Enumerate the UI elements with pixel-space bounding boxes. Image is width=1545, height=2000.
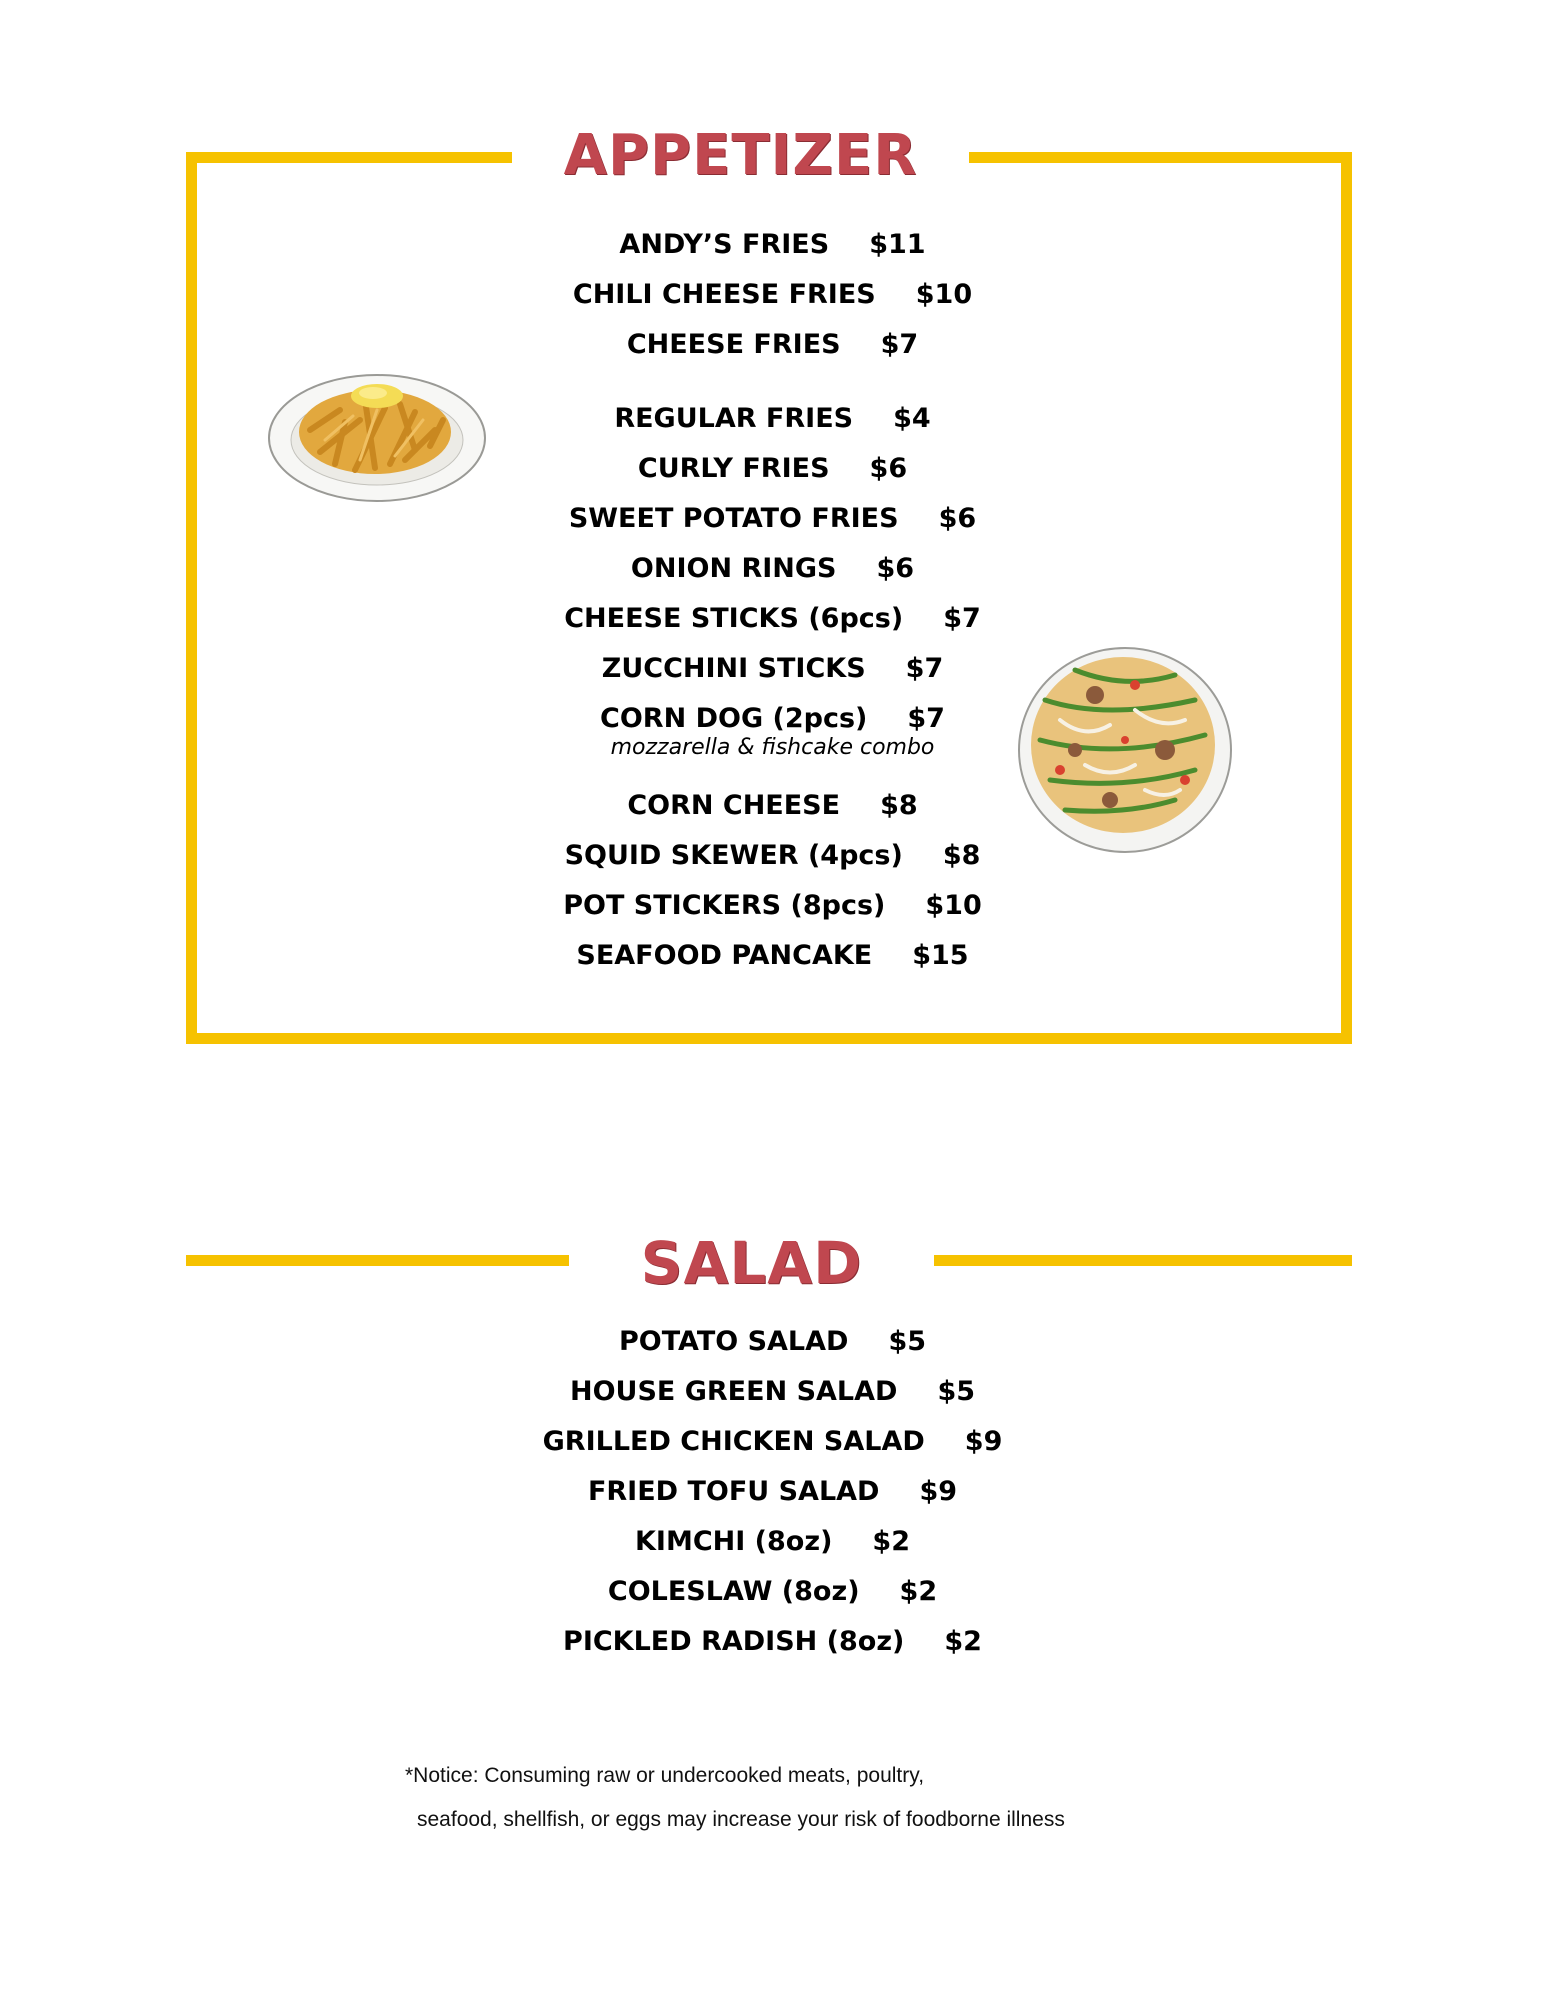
salad-heading: SALAD bbox=[640, 1229, 863, 1297]
menu-item-name: CURLY FRIES bbox=[637, 453, 830, 484]
menu-item-price: $2 bbox=[944, 1626, 982, 1657]
menu-item-price: $11 bbox=[869, 229, 926, 260]
menu-item-name: POT STICKERS (8pcs) bbox=[563, 890, 886, 921]
seafood-pancake-illustration bbox=[1015, 640, 1235, 855]
menu-item-name: HOUSE GREEN SALAD bbox=[569, 1376, 898, 1407]
menu-item-price: $6 bbox=[938, 503, 977, 534]
list-spacer bbox=[0, 370, 1545, 394]
menu-item-price: $2 bbox=[899, 1576, 938, 1607]
appetizer-heading: APPETIZER bbox=[563, 123, 918, 188]
menu-item bbox=[0, 270, 1545, 320]
menu-item bbox=[0, 1417, 1545, 1467]
menu-item-price: $5 bbox=[937, 1376, 976, 1407]
menu-item-price: $7 bbox=[907, 703, 945, 734]
appetizer-list bbox=[0, 220, 1545, 981]
menu-item-name: KIMCHI (8oz) bbox=[634, 1526, 833, 1557]
menu-item-name: ANDY’S FRIES bbox=[619, 229, 830, 260]
menu-item-price: $10 bbox=[925, 890, 982, 921]
menu-item-name: FRIED TOFU SALAD bbox=[587, 1476, 880, 1507]
menu-item bbox=[0, 220, 1545, 270]
menu-item-price: $2 bbox=[872, 1526, 910, 1557]
menu-item-name: CHILI CHEESE FRIES bbox=[572, 279, 876, 310]
menu-item bbox=[0, 701, 1545, 737]
menu-item-name: SWEET POTATO FRIES bbox=[568, 503, 899, 534]
menu-item-price: $7 bbox=[905, 653, 944, 684]
menu-item-name: CORN DOG (2pcs) bbox=[600, 703, 868, 734]
menu-item-name: SEAFOOD PANCAKE bbox=[576, 940, 873, 971]
salad-rule-right bbox=[934, 1255, 1352, 1266]
menu-item-price: $6 bbox=[876, 553, 915, 584]
menu-item-price: $8 bbox=[942, 840, 981, 871]
menu-item-price: $7 bbox=[943, 603, 981, 634]
menu-item bbox=[0, 781, 1545, 831]
menu-item-note: mozzarella & fishcake combo bbox=[610, 735, 935, 760]
menu-item-price: $8 bbox=[880, 790, 918, 821]
menu-item bbox=[0, 594, 1545, 644]
menu-item-name: SQUID SKEWER (4pcs) bbox=[564, 840, 903, 871]
menu-item bbox=[0, 1567, 1545, 1617]
menu-item-price: $9 bbox=[919, 1476, 958, 1507]
menu-item-name: GRILLED CHICKEN SALAD bbox=[542, 1426, 925, 1457]
menu-item bbox=[0, 1517, 1545, 1567]
menu-item bbox=[0, 320, 1545, 370]
menu-item-price: $7 bbox=[880, 329, 919, 360]
menu-item-name: PICKLED RADISH (8oz) bbox=[563, 1626, 905, 1657]
menu-item-price: $6 bbox=[869, 453, 908, 484]
menu-item bbox=[0, 544, 1545, 594]
menu-item-price: $10 bbox=[915, 279, 973, 310]
menu-item-name: CORN CHEESE bbox=[627, 790, 841, 821]
menu-item-name: ONION RINGS bbox=[630, 553, 837, 584]
appetizer-frame-top-right bbox=[969, 152, 1352, 163]
appetizer-frame-top-left bbox=[186, 152, 512, 163]
menu-item-price: $15 bbox=[912, 940, 969, 971]
menu-item bbox=[0, 1617, 1545, 1667]
menu-item bbox=[0, 644, 1545, 694]
menu-item-name: CHEESE STICKS (6pcs) bbox=[564, 603, 904, 634]
menu-item bbox=[0, 494, 1545, 544]
menu-item bbox=[0, 881, 1545, 931]
notice-line-1: *Notice: Consuming raw or undercooked meats, poultry, bbox=[405, 1764, 925, 1787]
appetizer-frame-bottom bbox=[186, 1033, 1352, 1044]
menu-item-price: $9 bbox=[964, 1426, 1003, 1457]
menu-item-name: COLESLAW (8oz) bbox=[607, 1576, 860, 1607]
menu-item bbox=[0, 394, 1545, 444]
menu-item-price: $5 bbox=[888, 1326, 927, 1357]
menu-item-name: POTATO SALAD bbox=[618, 1326, 849, 1357]
menu-item bbox=[0, 931, 1545, 981]
menu-item-price: $4 bbox=[893, 403, 931, 434]
menu-item bbox=[0, 1317, 1545, 1367]
salad-rule-left bbox=[186, 1255, 569, 1266]
notice-line-2: seafood, shellfish, or eggs may increase your risk of foodborne illness bbox=[417, 1808, 1065, 1831]
menu-item bbox=[0, 444, 1545, 494]
menu-item-name: ZUCCHINI STICKS bbox=[601, 653, 866, 684]
menu-item bbox=[0, 1367, 1545, 1417]
menu-item bbox=[0, 1467, 1545, 1517]
fries-plate-illustration bbox=[265, 360, 490, 510]
salad-list bbox=[0, 1317, 1545, 1667]
menu-item-name: REGULAR FRIES bbox=[614, 403, 854, 434]
menu-item-name: CHEESE FRIES bbox=[626, 329, 841, 360]
menu-item bbox=[0, 831, 1545, 881]
